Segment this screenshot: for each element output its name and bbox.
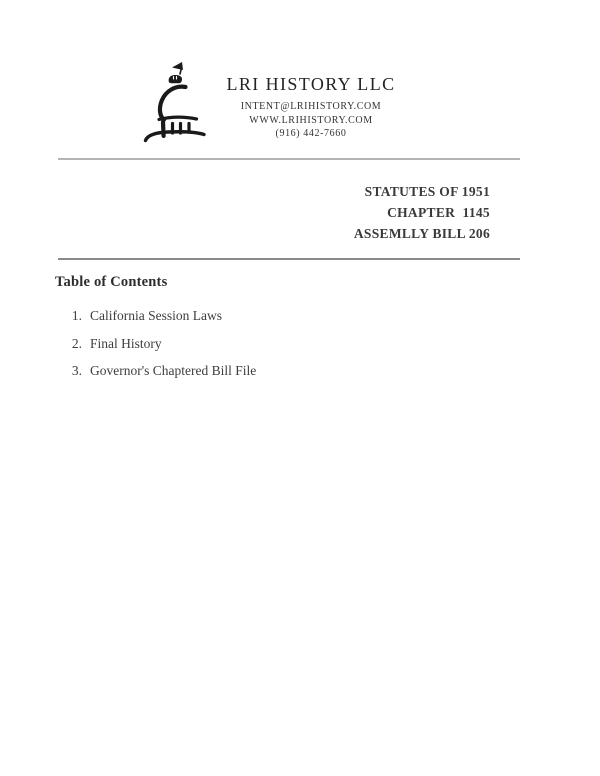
statutes-line: STATUTES OF 1951 [364,184,490,199]
toc-item-number: 2. [71,335,82,351]
toc-item-number: 3. [71,363,82,378]
toc-list [68,308,256,391]
divider-top [58,158,520,160]
email-text: INTENT@LRIHISTORY.COM [240,101,382,112]
capitol-dome-logo-icon [140,60,220,144]
toc-item-label: Final History [90,335,162,351]
bill-reference-block [354,181,490,244]
toc-title: Table of Contents [55,274,168,290]
toc-item [68,336,256,351]
chapter-line: CHAPTER 1145 [387,205,490,220]
website-text: WWW.LRIHISTORY.COM [249,114,373,126]
company-name: LRI HISTORY LLC [226,74,396,94]
divider-bottom [58,258,520,260]
toc-item [68,363,256,378]
assembly-bill-line: ASSEMLLY BILL 206 [353,226,490,241]
toc-item-label: Governor's Chaptered Bill File [90,363,257,378]
contact-block [211,100,411,140]
toc-item-number: 1. [71,308,82,323]
toc-item-label: California Session Laws [90,308,222,323]
letterhead [211,74,411,140]
toc-item [68,308,256,323]
phone-text: (916) 442-7660 [275,128,347,139]
